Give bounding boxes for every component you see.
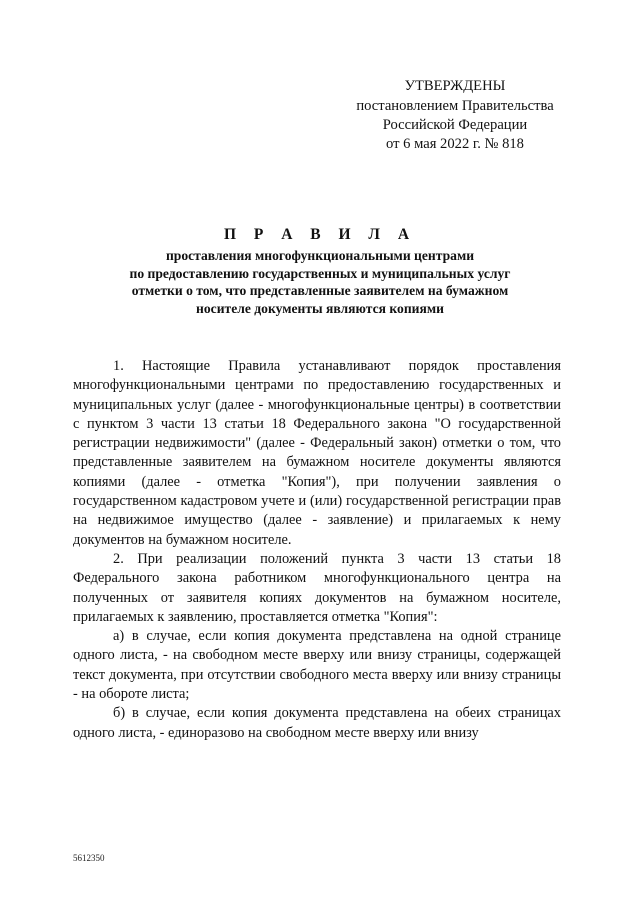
document-title: П Р А В И Л А [223, 226, 417, 243]
subtitle-line: по предоставлению государственных и муниципальных услуг [129, 265, 511, 281]
approval-line: Российской Федерации [382, 117, 528, 133]
paragraph-2: 2. При реализации положений пункта 3 части 13 статьи 18 Федерального закона работником многофункционального центра на полученных от заявителя копиях документов на бумажном носителе, прилагаемых к заявлению, проставляется отметка "Копия": [73, 550, 561, 625]
approval-date: от 6 мая 2022 г. № 818 [386, 136, 524, 152]
approval-line: постановлением Правительства [356, 98, 554, 114]
approval-stamp [340, 77, 570, 154]
subtitle-line: проставления многофункциональными центрами [165, 248, 475, 263]
approval-title: УТВЕРЖДЕНЫ [404, 78, 506, 94]
document-body [73, 357, 561, 743]
document-code: 5612350 [73, 853, 105, 863]
subtitle-line: отметки о том, что представленные заявителем на бумажном [131, 283, 509, 298]
document-subtitle [80, 247, 560, 317]
paragraph-2b: б) в случае, если копия документа представлена на обеих страницах одного листа, - единоразово на свободном месте вверху или внизу [73, 705, 561, 741]
paragraph-1: 1. Настоящие Правила устанавливают порядок проставления многофункциональными центрами по предоставлению государственных и муниципальных услуг (далее - многофункциональные центры) в соответствии с пунктом 3 части 13 статьи 18 Федерального закона "О государственной регистрации недвижимости" (далее - Федеральный закон) отметки о том, что представленные заявителем на бумажном носителе документы являются копиями (далее - отметка "Копия"), при получении заявления о государственном кадастровом учете и (или) государственной регистрации прав на недвижимое имущество (далее - заявление) и прилагаемых к нему документов на бумажном носителе. [73, 358, 561, 548]
paragraph-2a: а) в случае, если копия документа представлена на одной странице одного листа, - на свободном месте вверху или внизу страницы, содержащей текст документа, при отсутствии свободного места вверху или внизу страницы - на обороте листа; [73, 628, 561, 703]
subtitle-line: носителе документы являются копиями [196, 300, 444, 316]
